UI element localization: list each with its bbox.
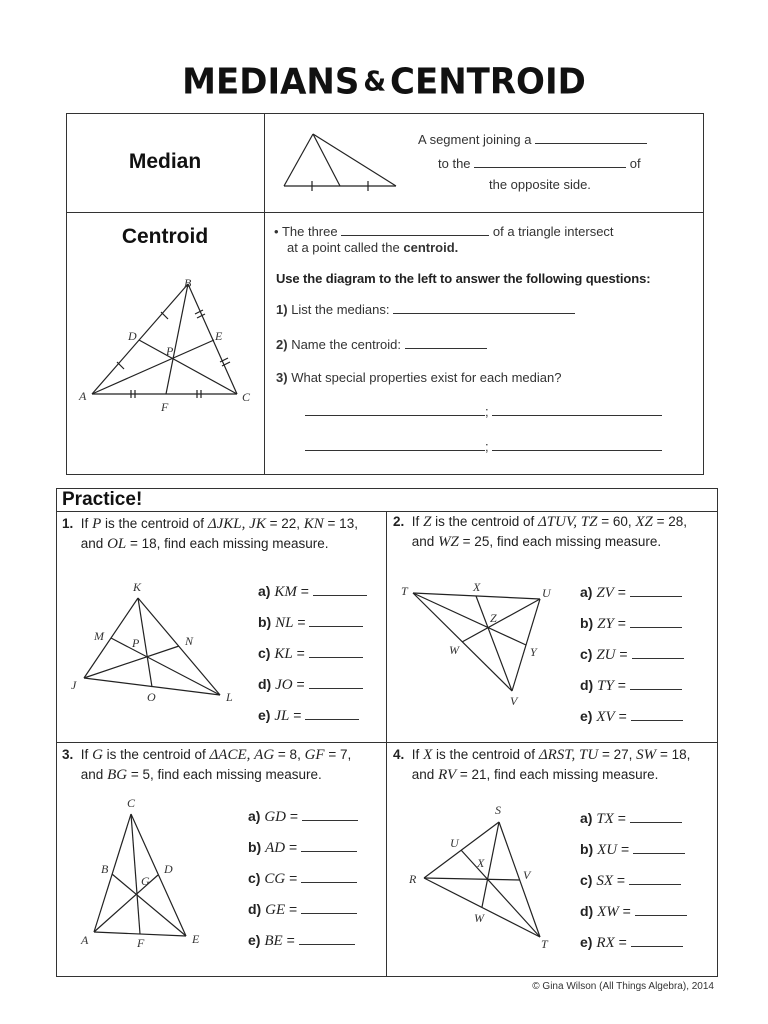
p2-answer-a: a) ZV = xyxy=(580,577,684,608)
p1-answer-b: b) NL = xyxy=(258,607,367,638)
p3-label-B: B xyxy=(101,862,109,876)
p1-label-J: J xyxy=(71,678,77,692)
label-D: D xyxy=(128,329,137,343)
p3-label-E: E xyxy=(192,932,200,946)
p4-label-V: V xyxy=(523,868,531,882)
median-triangle-side xyxy=(284,134,313,186)
title-medians: MEDIANS xyxy=(182,61,360,103)
p3-label-C: C xyxy=(127,796,136,810)
problem-3-text: 3. If G is the centroid of ΔACE, AG = 8, GF = 7, and BG = 5, find each missing measure. xyxy=(62,747,352,783)
p4-blank-c[interactable] xyxy=(629,872,681,885)
median-def-line3: the opposite side. xyxy=(489,177,591,192)
p3-label-A: A xyxy=(81,933,89,947)
p2-answer-d: d) TY = xyxy=(580,670,684,701)
p4-median-RV xyxy=(424,878,520,880)
label-E: E xyxy=(215,329,223,343)
p3-side-AC xyxy=(94,814,131,932)
p4-label-U: U xyxy=(450,836,459,850)
p2-label-Y: Y xyxy=(530,645,537,659)
q3-answer-row-1: ; xyxy=(305,403,662,419)
question-3: 3) What special properties exist for each median? xyxy=(276,370,562,385)
practice-vertical-divider xyxy=(386,511,387,976)
p4-label-W: W xyxy=(474,911,484,925)
p1-answer-c: c) KL = xyxy=(258,638,367,669)
p4-label-S: S xyxy=(495,803,501,817)
p1-answer-d: d) JO = xyxy=(258,669,367,700)
p2-blank-c[interactable] xyxy=(632,646,684,659)
p4-label-X: X xyxy=(477,856,485,870)
p4-answer-d: d) XW = xyxy=(580,896,687,927)
tick-BE-1 xyxy=(195,310,203,314)
problem-4-answers xyxy=(580,803,687,958)
p2-blank-b[interactable] xyxy=(630,615,682,628)
problem-4-text: 4. If X is the centroid of ΔRST, TU = 27, SW = 18, and RV = 21, find each missing measure. xyxy=(393,747,691,783)
p3-answer-e: e) BE = xyxy=(248,925,358,956)
label-C: C xyxy=(242,390,251,404)
median-def-line1: A segment joining a xyxy=(418,131,647,147)
p2-label-W: W xyxy=(449,643,459,657)
p3-label-F: F xyxy=(137,936,145,950)
label-F: F xyxy=(161,400,169,414)
tri-side-AB xyxy=(92,284,188,394)
p1-answer-e: e) JL = xyxy=(258,700,367,731)
p4-blank-b[interactable] xyxy=(633,841,685,854)
centroid-instructions: Use the diagram to the left to answer the following questions: xyxy=(276,271,651,286)
p3-blank-a[interactable] xyxy=(302,808,358,821)
median-blank-2[interactable] xyxy=(474,155,626,168)
label-P: P xyxy=(166,344,174,358)
p2-label-T: T xyxy=(401,584,408,598)
practice-horizontal-divider xyxy=(56,742,717,743)
p4-answer-a: a) TX = xyxy=(580,803,687,834)
problem-1-answers xyxy=(258,576,367,731)
p4-blank-a[interactable] xyxy=(630,810,682,823)
p3-blank-d[interactable] xyxy=(301,901,357,914)
problem-3-answers xyxy=(248,801,358,956)
question-2: 2) Name the centroid: xyxy=(276,336,487,352)
median-BF xyxy=(166,284,188,394)
p3-label-D: D xyxy=(164,862,173,876)
label-A: A xyxy=(79,389,87,403)
label-B: B xyxy=(184,276,192,290)
table-horizontal-divider xyxy=(66,212,703,213)
practice-heading: Practice! xyxy=(62,489,143,510)
q3-answer-row-2: ; xyxy=(305,438,662,454)
tri-side-BC xyxy=(188,284,237,394)
centroid-blank[interactable] xyxy=(341,223,489,236)
title-centroid: CENTROID xyxy=(390,61,586,103)
q3-blank-3[interactable] xyxy=(305,438,485,451)
p1-blank-e[interactable] xyxy=(305,707,359,720)
p2-label-V: V xyxy=(510,694,518,708)
problem-1-diagram xyxy=(80,590,230,700)
p4-label-R: R xyxy=(409,872,417,886)
p4-answer-e: e) RX = xyxy=(580,927,687,958)
p1-label-M: M xyxy=(94,629,104,643)
median-def-line2: to the of xyxy=(438,156,641,171)
p1-blank-a[interactable] xyxy=(313,583,367,596)
p2-answer-b: b) ZY = xyxy=(580,608,684,639)
p2-answer-e: e) XV = xyxy=(580,701,684,732)
p1-label-N: N xyxy=(185,634,194,648)
tick-DB xyxy=(161,312,168,319)
median-term: Median xyxy=(128,150,202,173)
p3-answer-d: d) GE = xyxy=(248,894,358,925)
title-ampersand: & xyxy=(363,66,387,98)
p3-answer-a: a) GD = xyxy=(248,801,358,832)
p1-label-K: K xyxy=(133,580,142,594)
centroid-term: Centroid xyxy=(121,225,209,248)
median-diagram xyxy=(278,128,402,192)
p1-median-LM xyxy=(111,638,220,695)
p2-blank-e[interactable] xyxy=(631,708,683,721)
p2-label-U: U xyxy=(542,586,551,600)
p1-label-L: L xyxy=(226,690,233,704)
p1-answer-a: a) KM = xyxy=(258,576,367,607)
p4-blank-d[interactable] xyxy=(635,903,687,916)
p3-blank-b[interactable] xyxy=(301,839,357,852)
question-1: 1) List the medians: xyxy=(276,301,575,317)
p2-blank-d[interactable] xyxy=(630,677,682,690)
q3-blank-1[interactable] xyxy=(305,403,485,416)
centroid-def-line1: • The three of a triangle intersect xyxy=(274,224,614,239)
p3-blank-e[interactable] xyxy=(299,932,355,945)
q3-blank-4[interactable] xyxy=(492,438,662,451)
p3-answer-b: b) AD = xyxy=(248,832,358,863)
p4-blank-e[interactable] xyxy=(631,934,683,947)
p2-label-Z: Z xyxy=(490,611,497,625)
table-vertical-divider xyxy=(264,113,265,474)
p4-answer-c: c) SX = xyxy=(580,865,687,896)
p2-label-X: X xyxy=(473,580,481,594)
q1-answer-blank[interactable] xyxy=(393,301,575,314)
p2-answer-c: c) ZU = xyxy=(580,639,684,670)
page-title xyxy=(0,61,768,103)
p1-blank-c[interactable] xyxy=(309,645,363,658)
q2-answer-blank[interactable] xyxy=(405,336,487,349)
p1-label-O: O xyxy=(147,690,156,704)
median-triangle-side xyxy=(313,134,396,186)
problem-2-answers xyxy=(580,577,684,732)
problem-2-diagram xyxy=(408,585,548,700)
p1-blank-b[interactable] xyxy=(309,614,363,627)
problem-1-text: 1. If P is the centroid of ΔJKL, JK = 22, KN = 13, and OL = 18, find each missing measure. xyxy=(62,516,358,552)
p3-blank-c[interactable] xyxy=(301,870,357,883)
problem-2-text: 2. If Z is the centroid of ΔTUV, TZ = 60, XZ = 28, and WZ = 25, find each missing measure. xyxy=(393,514,688,550)
p4-label-T: T xyxy=(541,937,548,951)
p4-median-TU xyxy=(461,850,540,937)
tick-AD xyxy=(117,362,124,369)
p3-answer-c: c) CG = xyxy=(248,863,358,894)
p1-blank-d[interactable] xyxy=(309,676,363,689)
p4-median-SW xyxy=(482,822,499,907)
median-blank-1[interactable] xyxy=(535,131,647,144)
p3-label-G: G xyxy=(141,874,150,888)
p2-blank-a[interactable] xyxy=(630,584,682,597)
centroid-def-line2: at a point called the centroid. xyxy=(287,240,459,255)
copyright-footer: © Gina Wilson (All Things Algebra), 2014 xyxy=(532,981,714,992)
p4-answer-b: b) XU = xyxy=(580,834,687,865)
p1-label-P: P xyxy=(132,636,140,650)
q3-blank-2[interactable] xyxy=(492,403,662,416)
